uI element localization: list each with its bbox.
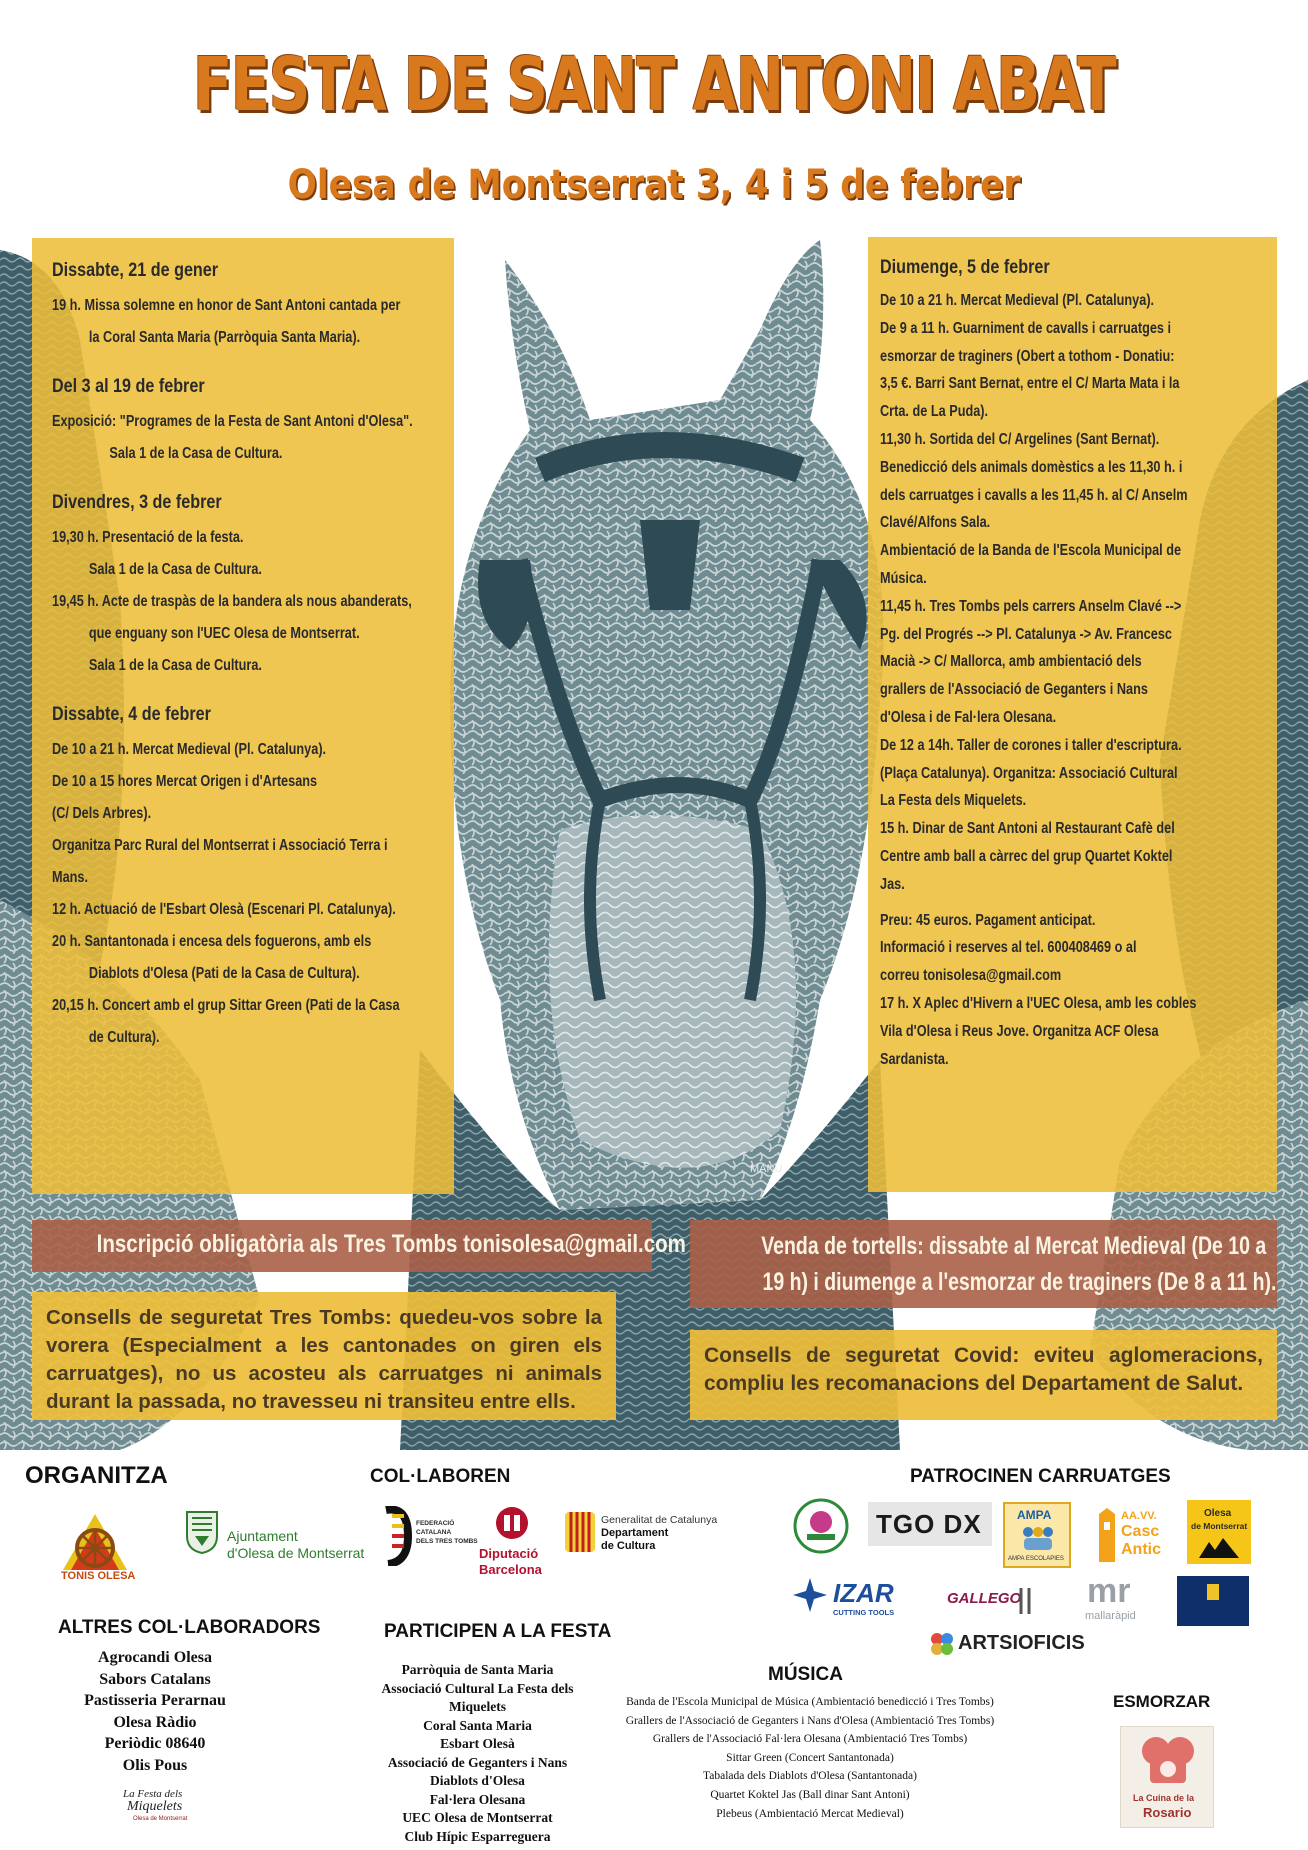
- olesa-logo-text-l2: de Montserrat: [1191, 1521, 1248, 1531]
- emblem-icon: [1203, 1582, 1223, 1602]
- program-line: Exposició: "Programes de la Festa de Sant Antoni d'Olesa".: [52, 413, 413, 430]
- program-line: De 10 a 15 hores Mercat Origen i d'Artesans: [52, 773, 318, 790]
- artist-signature: MANU: [750, 1163, 783, 1175]
- miquelets-text-l2: Miquelets: [127, 1799, 183, 1814]
- list-item: Periòdic 08640: [104, 1735, 206, 1752]
- horseshoe-icon: [378, 1506, 414, 1566]
- izar-logo: [793, 1578, 923, 1624]
- olesa-montserrat-logo: [1187, 1500, 1251, 1564]
- mr-text: mr: [1087, 1572, 1131, 1610]
- program-left-panel: [32, 238, 454, 1194]
- casc-text-l2: Casc: [1121, 1523, 1160, 1540]
- casc-antic-logo: [1095, 1506, 1175, 1566]
- patrocinen-heading: PATROCINEN CARRUATGES: [910, 1466, 1171, 1487]
- list-item: Club Hípic Esparreguera: [404, 1828, 551, 1844]
- program-line: 20,15 h. Concert amb el grup Sittar Green (Pati de la Casa: [52, 997, 400, 1014]
- federacio-text-l2: CATALANA: [416, 1529, 452, 1536]
- program-line: Sala 1 de la Casa de Cultura.: [88, 561, 262, 578]
- program-line: de Cultura).: [88, 1029, 160, 1046]
- program-line: [880, 899, 1196, 907]
- program-line: Pg. del Progrés --> Pl. Catalunya -> Av. Francesc: [880, 625, 1172, 643]
- program-line: De 10 a 21 h. Mercat Medieval (Pl. Catalunya).: [880, 292, 1155, 309]
- list-item: Olis Pous: [122, 1756, 188, 1774]
- program-line: 19,45 h. Acte de traspàs de la bandera als nous abanderats,: [52, 593, 412, 610]
- program-line: De 9 a 11 h. Guarniment de cavalls i carruatges i: [880, 319, 1172, 337]
- program-right-panel: [868, 237, 1277, 1192]
- list-item: Diablots d'Olesa: [430, 1773, 525, 1788]
- section-gap: [52, 470, 442, 492]
- program-line: correu tonisolesa@gmail.com: [880, 967, 1062, 985]
- casc-text-l1: AA.VV.: [1121, 1510, 1157, 1522]
- diputacio-icon: [495, 1506, 529, 1540]
- mallarapid-logo: [1085, 1572, 1165, 1624]
- federacio-text-l1: FEDERACIÓ: [416, 1520, 455, 1527]
- list-item: Associació Cultural La Festa dels: [381, 1680, 574, 1696]
- list-item: Pastisseria Perarnau: [84, 1692, 226, 1709]
- program-line: Benedicció dels animals domèstics a les 11,30 h. i: [880, 458, 1183, 476]
- izar-sub-text: CUTTING TOOLS: [833, 1608, 895, 1617]
- generalitat-text-l2: Departament: [601, 1527, 669, 1539]
- artsioficis-logo: [930, 1632, 1130, 1662]
- diputacio-text-l1: Diputació: [479, 1546, 539, 1561]
- program-line: que enguany son l'UEC Olesa de Montserrat.: [88, 625, 360, 642]
- program-line: (C/ Dels Arbres).: [52, 805, 152, 822]
- registration-notice: [32, 1220, 686, 1272]
- safety-tips-covid: Consells de seguretat Covid: eviteu aglomeracions, compliu les recomanacions del Departament de Salut.: [690, 1330, 1277, 1420]
- program-line: La Festa dels Miquelets.: [880, 792, 1027, 810]
- program-line: 19,30 h. Presentació de la festa.: [52, 529, 244, 546]
- ajuntament-text-l2: d'Olesa de Montserrat: [227, 1545, 365, 1561]
- list-item: Grallers de l'Associació de Geganters i Nans d'Olesa (Ambientació Tres Tombs): [625, 1714, 995, 1727]
- program-line: Música.: [880, 569, 927, 587]
- sponsor-blue-logo: [1177, 1576, 1249, 1626]
- tower-icon: [1095, 1506, 1121, 1562]
- altres-heading: ALTRES COL·LABORADORS: [58, 1617, 321, 1638]
- list-item: Banda de l'Escola Municipal de Música (Ambientació benedicció i Tres Tombs): [626, 1696, 994, 1708]
- ajuntament-logo: [185, 1510, 375, 1580]
- program-line: Organitza Parc Rural del Montserrat i Associació Terra i: [52, 837, 388, 854]
- tonis-olesa-logo: [55, 1510, 135, 1590]
- izar-star-icon: [793, 1578, 827, 1612]
- musica-list: [600, 1693, 1020, 1823]
- program-line: Ambientació de la Banda de l'Escola Municipal de: [880, 542, 1182, 560]
- program-line: Preu: 45 euros. Pagament anticipat.: [880, 911, 1096, 929]
- list-item: Coral Santa Maria: [423, 1717, 532, 1733]
- ajuntament-text-l1: Ajuntament: [227, 1528, 298, 1544]
- miquelets-text-l3: Olesa de Montserrat: [133, 1816, 188, 1822]
- tgo-dx-logo: [868, 1502, 992, 1546]
- program-line: 20 h. Santantonada i encesa dels foguerons, amb els: [52, 933, 372, 950]
- ampa-sub-text: AMPA ESCOLAPIES: [1008, 1556, 1064, 1562]
- program-lines: [880, 287, 1265, 1073]
- program-line: la Coral Santa Maria (Parròquia Santa Maria).: [88, 329, 361, 346]
- program-line: Sala 1 de la Casa de Cultura.: [109, 445, 283, 462]
- miquelets-logo: [123, 1788, 223, 1828]
- list-item: Esbart Olesà: [440, 1736, 515, 1751]
- participants-list: [365, 1661, 590, 1846]
- artsioficis-text: ARTSIOFICIS: [958, 1632, 1085, 1654]
- list-item: Sabors Catalans: [99, 1670, 211, 1688]
- program-line: d'Olesa i de Fal·lera Olesana.: [880, 708, 1057, 726]
- list-item: Miquelets: [449, 1699, 506, 1714]
- musica-heading: MÚSICA: [768, 1664, 843, 1685]
- list-item: Plebeus (Ambientació Mercat Medieval): [716, 1807, 904, 1820]
- program-line: Informació i reserves al tel. 600408469 o al: [880, 939, 1137, 957]
- tonis-olesa-text: TONIS OLESA: [61, 1570, 136, 1582]
- flower-icon: [930, 1632, 954, 1656]
- horseshoe-badge-icon: [793, 1498, 849, 1554]
- day-heading: Dissabte, 21 de gener: [52, 260, 219, 281]
- program-line: Centre amb ball a càrrec del grup Quartet Koktel: [880, 847, 1173, 865]
- program-line: De 10 a 21 h. Mercat Medieval (Pl. Catalunya).: [52, 741, 327, 758]
- program-line: Sardanista.: [880, 1050, 949, 1068]
- generalitat-text-l1: Generalitat de Catalunya: [601, 1514, 718, 1526]
- diputacio-logo: [475, 1506, 555, 1586]
- program-line: Sala 1 de la Casa de Cultura.: [88, 657, 262, 674]
- gallego-text: GALLEGO: [947, 1590, 1022, 1607]
- program-line: De 12 a 14h. Taller de corones i taller d'escriptura.: [880, 736, 1182, 754]
- program-line: Jas.: [880, 875, 905, 893]
- list-item: Olesa Ràdio: [113, 1713, 197, 1731]
- day-heading: Diumenge, 5 de febrer: [880, 257, 1050, 278]
- list-item: Parròquia de Santa Maria: [401, 1662, 554, 1677]
- list-item: Fal·lera Olesana: [429, 1791, 526, 1807]
- gallego-logo: [945, 1582, 1025, 1622]
- izar-text: IZAR: [833, 1578, 894, 1608]
- mr-sub-text: mallaràpid: [1085, 1610, 1136, 1622]
- senyera-icon: [565, 1512, 595, 1552]
- tgo-dx-text: TGO DX: [876, 1509, 982, 1539]
- olesa-logo-text-l1: Olesa: [1204, 1508, 1232, 1519]
- list-item: Agrocandi Olesa: [98, 1649, 212, 1666]
- section-gap: [52, 682, 442, 704]
- sale-text-line1: Venda de tortells: dissabte al Mercat Medieval (De 10 a: [761, 1232, 1267, 1260]
- list-item: Associació de Geganters i Nans: [387, 1754, 568, 1770]
- generalitat-logo: [565, 1512, 740, 1562]
- list-item: Sittar Green (Concert Santantonada): [726, 1751, 894, 1764]
- program-line: (Plaça Catalunya). Organitza: Associació Cultural: [880, 764, 1178, 782]
- program-line: 3,5 €. Barri Sant Bernat, entre el C/ Marta Mata i la: [880, 375, 1180, 393]
- generalitat-text-l3: de Cultura: [601, 1540, 656, 1552]
- program-line: 15 h. Dinar de Sant Antoni al Restaurant Cafè del: [880, 820, 1175, 838]
- main-title: FESTA DE SANT ANTONI ABAT: [192, 42, 1116, 128]
- subtitle: Olesa de Montserrat 3, 4 i 5 de febrer: [287, 162, 1021, 208]
- section-gap: [52, 354, 442, 376]
- participen-heading: PARTICIPEN A LA FESTA: [384, 1621, 612, 1642]
- program-line: 11,45 h. Tres Tombs pels carrers Anselm Clavé -->: [880, 597, 1182, 615]
- casc-text-l3: Antic: [1121, 1541, 1161, 1558]
- diputacio-text-l2: Barcelona: [479, 1562, 542, 1577]
- program-line: Mans.: [52, 869, 89, 886]
- registration-text: Inscripció obligatòria als Tres Tombs tonisolesa@gmail.com: [96, 1230, 686, 1258]
- ampa-logo: [1003, 1502, 1071, 1568]
- sale-text-line2: 19 h) i diumenge a l'esmorzar de traginers (De 8 a 11 h).: [762, 1268, 1277, 1296]
- cuina-text-l2: Rosario: [1143, 1805, 1192, 1820]
- program-line: dels carruatges i cavalls a les 11,45 h. al C/ Anselm: [880, 486, 1188, 504]
- cuina-rosario-logo: [1120, 1726, 1214, 1828]
- cutlery-icon: [1017, 1588, 1039, 1614]
- safety-tips-tres-tombs: Consells de seguretat Tres Tombs: quedeu-vos sobre la vorera (Especialment a les cantonades on giren els carruatges), no us acosteu als carruatges ni animals durant la passada, no travesseu ni transiteu entre ells.: [32, 1292, 616, 1420]
- coat-of-arms-icon: [185, 1510, 219, 1554]
- program-line: Vila d'Olesa i Reus Jove. Organitza ACF Olesa: [880, 1022, 1159, 1040]
- program-line: Crta. de La Puda).: [880, 403, 989, 421]
- altres-collaboradors-list: [40, 1647, 270, 1776]
- collaboren-heading: COL·LABOREN: [370, 1466, 511, 1487]
- program-line: Clavé/Alfons Sala.: [880, 514, 991, 532]
- federacio-tres-tombs-logo: [378, 1506, 478, 1582]
- program-line: 12 h. Actuació de l'Esbart Olesà (Escenari Pl. Catalunya).: [52, 901, 396, 918]
- tortells-sale-notice: [690, 1220, 1277, 1308]
- ampa-text: AMPA: [1017, 1508, 1052, 1522]
- program-line: Macià -> C/ Mallorca, amb ambientació dels: [880, 653, 1142, 671]
- mountain-icon: [1199, 1536, 1239, 1558]
- chef-hat-icon: [1138, 1733, 1198, 1789]
- program-line: Diablots d'Olesa (Pati de la Casa de Cultura).: [88, 965, 360, 982]
- list-item: UEC Olesa de Montserrat: [402, 1810, 553, 1825]
- day-heading: Divendres, 3 de febrer: [52, 492, 222, 513]
- list-item: Quartet Koktel Jas (Ball dinar Sant Antoni): [710, 1788, 910, 1801]
- program-line: grallers de l'Associació de Geganters i Nans: [880, 681, 1148, 699]
- federacio-text-l3: DELS TRES TOMBS: [416, 1538, 478, 1545]
- program-line: 17 h. X Aplec d'Hivern a l'UEC Olesa, amb les cobles: [880, 994, 1197, 1012]
- program-line: esmorzar de traginers (Obert a tothom - Donatiu:: [880, 347, 1175, 365]
- list-item: Tabalada dels Diablots d'Olesa (Santantonada): [703, 1770, 917, 1783]
- children-icon: [1018, 1524, 1058, 1552]
- sponsor-circle-logo: [793, 1498, 849, 1554]
- miquelets-text-l1: La Festa dels: [123, 1788, 183, 1800]
- organitza-heading: ORGANITZA: [25, 1462, 168, 1489]
- day-heading: Del 3 al 19 de febrer: [52, 376, 205, 397]
- program-line: 11,30 h. Sortida del C/ Argelines (Sant Bernat).: [880, 430, 1160, 448]
- day-heading: Dissabte, 4 de febrer: [52, 704, 211, 725]
- cuina-text-l1: La Cuina de la: [1133, 1793, 1195, 1803]
- esmorzar-heading: ESMORZAR: [1113, 1692, 1211, 1711]
- list-item: Grallers de l'Associació Fal·lera Olesana (Ambientació Tres Tombs): [652, 1733, 968, 1746]
- program-line: 19 h. Missa solemne en honor de Sant Antoni cantada per: [52, 297, 401, 314]
